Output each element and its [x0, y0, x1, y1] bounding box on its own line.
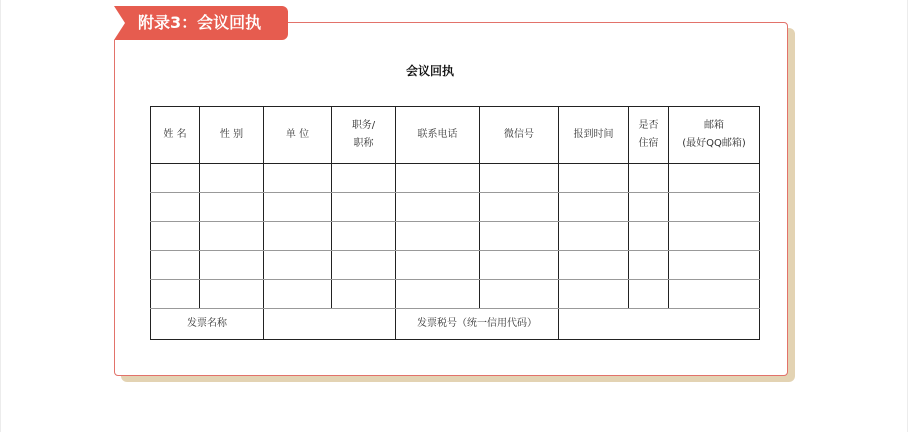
table-cell[interactable] [264, 222, 332, 251]
table-cell[interactable] [559, 164, 629, 193]
header-row [151, 107, 760, 164]
header-cell-wechat: 微信号 [480, 107, 559, 164]
table-cell[interactable] [332, 222, 396, 251]
header-cell-email: 邮箱 (最好QQ邮箱) [669, 107, 760, 164]
header-cell-gender: 性 别 [200, 107, 264, 164]
table-cell[interactable] [151, 222, 200, 251]
table-cell[interactable] [480, 280, 559, 309]
table-cell[interactable] [264, 193, 332, 222]
tax-id-value[interactable] [559, 309, 760, 340]
tax-id-label: 发票税号（统一信用代码） [396, 309, 559, 340]
table-cell[interactable] [200, 193, 264, 222]
table-cell[interactable] [629, 164, 669, 193]
table-cell[interactable] [151, 251, 200, 280]
table-cell[interactable] [669, 222, 760, 251]
table-cell[interactable] [332, 193, 396, 222]
table-cell[interactable] [629, 222, 669, 251]
receipt-table [150, 106, 760, 340]
table-cell[interactable] [396, 251, 480, 280]
table-cell[interactable] [669, 193, 760, 222]
table-cell[interactable] [629, 193, 669, 222]
header-cell-name: 姓 名 [151, 107, 200, 164]
section-tag: 附录3：会议回执 [114, 6, 288, 40]
table-cell[interactable] [629, 280, 669, 309]
table-cell[interactable] [669, 164, 760, 193]
table-row [151, 222, 760, 251]
table-cell[interactable] [332, 164, 396, 193]
header-cell-title: 职务/ 职称 [332, 107, 396, 164]
table-row [151, 193, 760, 222]
table-cell[interactable] [559, 280, 629, 309]
table-cell[interactable] [480, 222, 559, 251]
table-cell[interactable] [559, 222, 629, 251]
header-cell-arrival: 报到时间 [559, 107, 629, 164]
invoice-row [151, 309, 760, 340]
table-cell[interactable] [396, 222, 480, 251]
table-cell[interactable] [332, 251, 396, 280]
table-cell[interactable] [151, 193, 200, 222]
table-cell[interactable] [669, 251, 760, 280]
table-cell[interactable] [669, 280, 760, 309]
header-cell-phone: 联系电话 [396, 107, 480, 164]
form-title: 会议回执 [405, 64, 454, 78]
table-row [151, 280, 760, 309]
table-row [151, 164, 760, 193]
table-cell[interactable] [264, 251, 332, 280]
table-cell[interactable] [200, 280, 264, 309]
table-cell[interactable] [480, 251, 559, 280]
table-cell[interactable] [151, 164, 200, 193]
table-cell[interactable] [332, 280, 396, 309]
table-cell[interactable] [480, 193, 559, 222]
table-cell[interactable] [396, 193, 480, 222]
table-row [151, 251, 760, 280]
invoice-name-value[interactable] [264, 309, 396, 340]
left-divider [0, 0, 1, 432]
table-cell[interactable] [559, 193, 629, 222]
section-tag-notch [114, 6, 125, 40]
table-cell[interactable] [396, 164, 480, 193]
table-cell[interactable] [200, 251, 264, 280]
invoice-name-label: 发票名称 [151, 309, 264, 340]
header-cell-lodging: 是否 住宿 [629, 107, 669, 164]
table-cell[interactable] [264, 164, 332, 193]
table-cell[interactable] [200, 222, 264, 251]
table-cell[interactable] [151, 280, 200, 309]
table-cell[interactable] [264, 280, 332, 309]
table-cell[interactable] [396, 280, 480, 309]
header-cell-unit: 单 位 [264, 107, 332, 164]
table-cell[interactable] [200, 164, 264, 193]
table-cell[interactable] [559, 251, 629, 280]
table-cell[interactable] [629, 251, 669, 280]
table-cell[interactable] [480, 164, 559, 193]
